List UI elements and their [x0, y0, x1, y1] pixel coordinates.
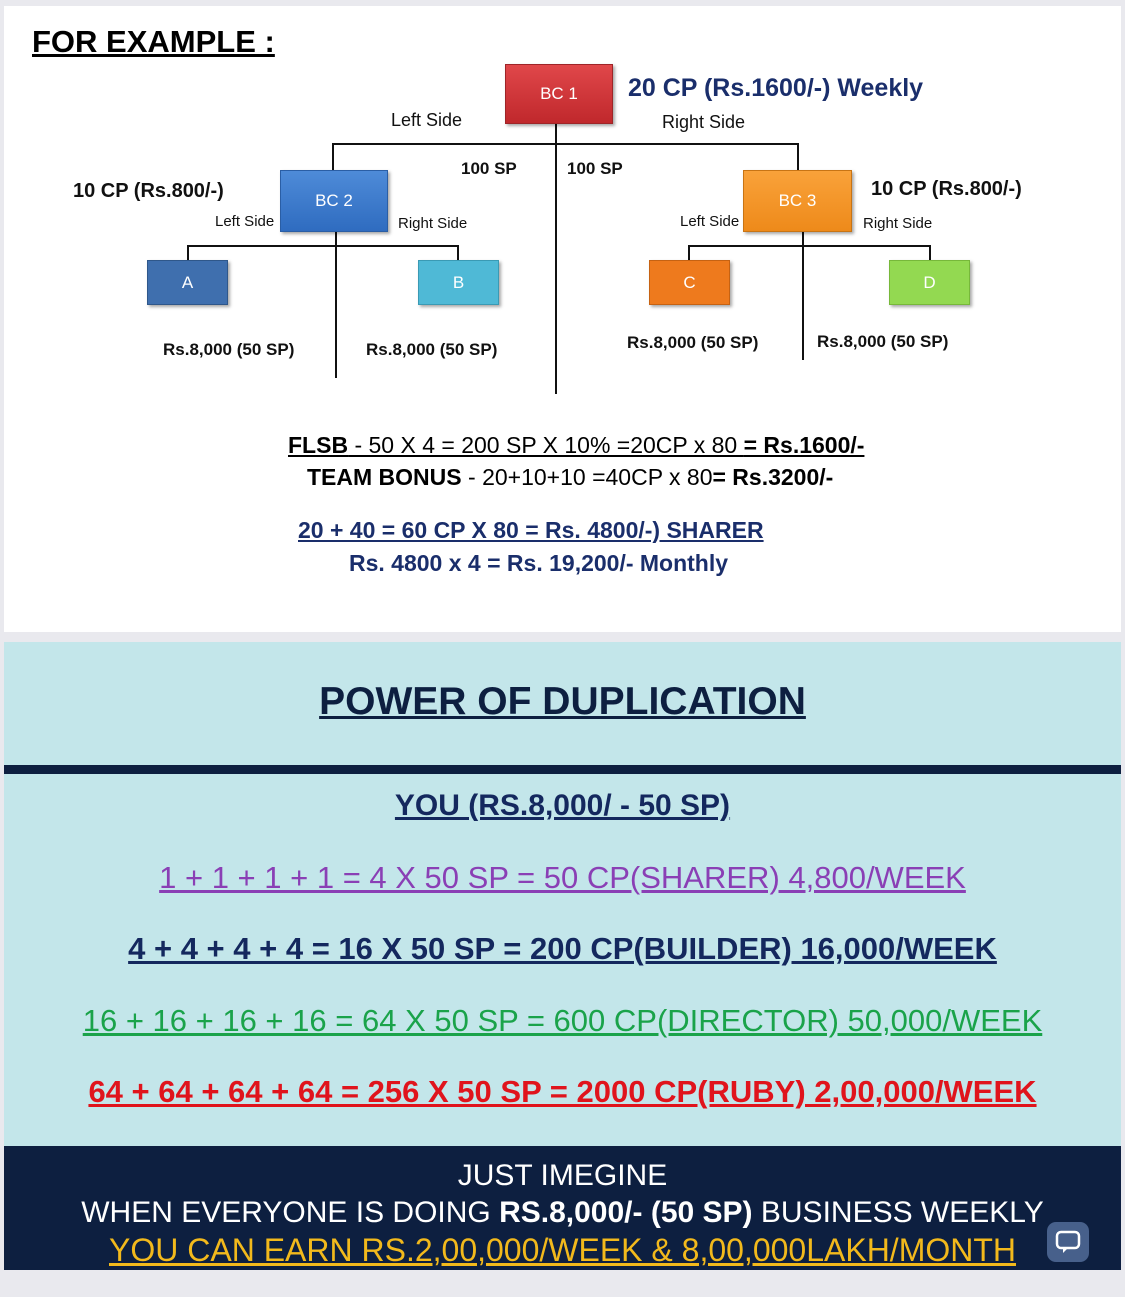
imagine-line: JUST IMEGINE — [457, 1159, 668, 1192]
d-drop-line — [929, 245, 931, 261]
amount-c: Rs.8,000 (50 SP) — [627, 333, 759, 352]
bc1-note: 20 CP (Rs.1600/-) Weekly — [628, 74, 924, 102]
you-line — [4, 789, 1121, 823]
flsb-calc: - 50 X 4 = 200 SP X 10% =20CP x 80 — [348, 432, 744, 458]
divider-band — [4, 765, 1121, 774]
level-2-text: 4 + 4 + 4 + 4 = 16 X 50 SP = 200 CP(BUILDER) 16,000/WEEK — [128, 931, 997, 966]
earn-line — [4, 1232, 1121, 1269]
bc2-node: BC 2 — [280, 170, 388, 232]
amount-d: Rs.8,000 (50 SP) — [817, 332, 949, 351]
level-4-line — [4, 1074, 1121, 1110]
right-drop-line — [797, 143, 799, 171]
bc3-right-side-label: Right Side — [863, 215, 933, 232]
bc3-left-side-label: Left Side — [680, 213, 740, 230]
level-3-text: 16 + 16 + 16 + 16 = 64 X 50 SP = 600 CP(DIRECTOR) 50,000/WEEK — [82, 1003, 1043, 1038]
b-drop-line — [457, 245, 459, 261]
duplication-panel — [4, 642, 1121, 1270]
c-node: C — [649, 260, 730, 305]
d-node: D — [889, 260, 970, 305]
team-label: TEAM BONUS — [307, 464, 462, 490]
top-left-side-label: Left Side — [391, 110, 463, 130]
bc2-stem — [335, 230, 337, 378]
sp-right-label: 100 SP — [567, 159, 623, 178]
level-3-line — [4, 1003, 1121, 1039]
example-panel — [4, 6, 1121, 632]
example-heading: FOR EXAMPLE : — [32, 24, 275, 59]
sharer-line: 20 + 40 = 60 CP X 80 = Rs. 4800/-) SHARER — [298, 517, 764, 543]
bc2-left-side-label: Left Side — [215, 213, 275, 230]
bc3-horizontal-line — [688, 245, 931, 247]
bc2-horizontal-line — [187, 245, 459, 247]
left-drop-line — [332, 143, 334, 171]
flsb-line — [288, 432, 864, 459]
duplication-title-text: POWER OF DUPLICATION — [319, 680, 806, 723]
amount-b: Rs.8,000 (50 SP) — [366, 340, 498, 359]
level-1-line — [4, 860, 1121, 896]
level-2-line — [4, 931, 1121, 967]
when-line — [4, 1196, 1121, 1230]
c-drop-line — [688, 245, 690, 261]
amount-a: Rs.8,000 (50 SP) — [163, 340, 295, 359]
imagine-band — [4, 1146, 1121, 1270]
bc2-note: 10 CP (Rs.800/-) — [73, 180, 224, 202]
level-4-text: 64 + 64 + 64 + 64 = 256 X 50 SP = 2000 CP(RUBY) 2,00,000/WEEK — [88, 1074, 1037, 1109]
bc3-node: BC 3 — [743, 170, 852, 232]
flsb-label: FLSB — [288, 432, 349, 458]
b-node: B — [418, 260, 499, 305]
bc3-stem — [802, 230, 804, 360]
flsb-result: = Rs.1600/- — [743, 432, 865, 458]
duplication-title — [4, 680, 1121, 724]
monthly-line: Rs. 4800 x 4 = Rs. 19,200/- Monthly — [349, 550, 729, 576]
earn-line-text: YOU CAN EARN RS.2,00,000/WEEK & 8,00,000LAKH/MONTH — [109, 1232, 1016, 1268]
chat-bubble-icon[interactable] — [1047, 1222, 1089, 1262]
bc1-node: BC 1 — [505, 64, 613, 124]
bc1-stem — [555, 124, 557, 394]
bc2-right-side-label: Right Side — [398, 215, 468, 232]
sp-left-label: 100 SP — [461, 159, 517, 178]
a-node: A — [147, 260, 228, 305]
level-1-text: 1 + 1 + 1 + 1 = 4 X 50 SP = 50 CP(SHARER) 4,800/WEEK — [159, 860, 966, 895]
a-drop-line — [187, 245, 189, 261]
top-right-side-label: Right Side — [662, 112, 746, 132]
team-calc: - 20+10+10 =40CP x 80 — [461, 464, 713, 490]
top-horizontal-line — [332, 143, 799, 145]
when-prefix: WHEN EVERYONE IS DOING — [81, 1196, 500, 1229]
team-result: = Rs.3200/- — [712, 464, 834, 490]
when-bold: RS.8,000/- (50 SP) — [499, 1196, 753, 1229]
when-suffix: BUSINESS WEEKLY — [752, 1196, 1044, 1229]
you-line-text: YOU (RS.8,000/ - 50 SP) — [394, 789, 731, 822]
bc3-note: 10 CP (Rs.800/-) — [871, 178, 1022, 200]
team-bonus-line — [307, 464, 833, 491]
